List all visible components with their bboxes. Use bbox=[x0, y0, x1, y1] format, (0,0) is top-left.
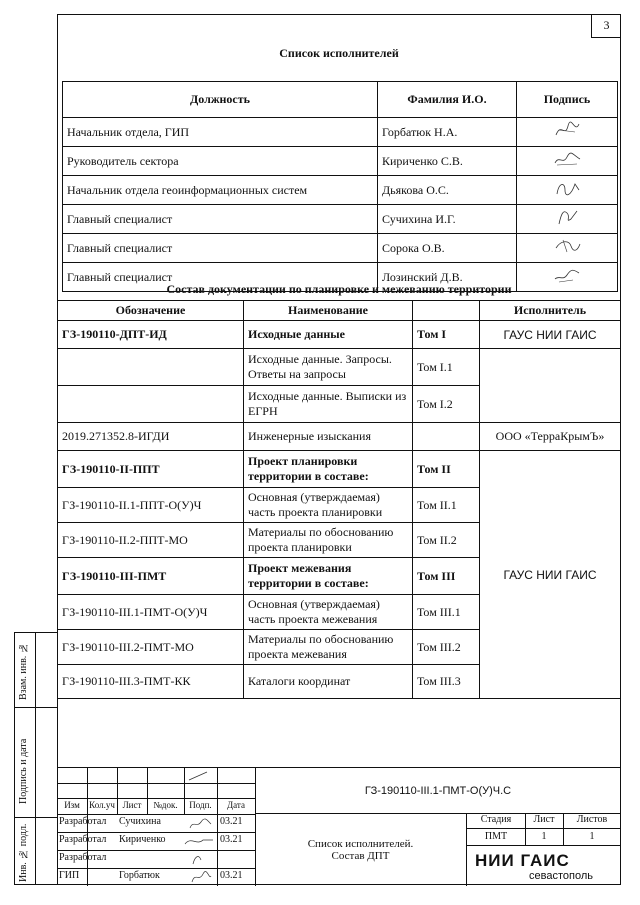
volume-cell: Том III.2 bbox=[413, 630, 480, 665]
sheet-label: Лист bbox=[525, 814, 564, 829]
col-header: №док. bbox=[153, 800, 178, 810]
table-row bbox=[58, 349, 621, 386]
role-label: ГИП bbox=[59, 870, 80, 881]
col-header: Подп. bbox=[189, 800, 212, 810]
header-code: Обозначение bbox=[58, 301, 244, 321]
stage-value: ПМТ bbox=[467, 829, 526, 846]
table-row bbox=[63, 118, 618, 147]
code-cell: ГЗ-190110-III.1-ПМТ-О(У)Ч bbox=[58, 595, 244, 630]
signature-cell bbox=[517, 118, 618, 147]
signature-icon bbox=[183, 834, 215, 848]
signature-icon bbox=[553, 207, 581, 227]
position-cell: Начальник отдела, ГИП bbox=[63, 118, 378, 147]
executors-title: Список исполнителей bbox=[279, 46, 399, 60]
role-label: Разработал bbox=[59, 834, 107, 845]
executor-cell: ГАУС НИИ ГАИС bbox=[480, 451, 621, 699]
executor-cell-empty bbox=[480, 349, 621, 423]
doc-title: Список исполнителей. Состав ДПТ bbox=[255, 814, 467, 886]
sheets-value: 1 bbox=[563, 829, 621, 846]
revision-grid bbox=[57, 768, 255, 886]
logo-main: НИИ ГАИС bbox=[475, 851, 570, 870]
volume-cell bbox=[413, 423, 480, 451]
col-header: Кол.уч bbox=[89, 800, 115, 810]
signature-icon bbox=[553, 120, 581, 140]
company-logo bbox=[475, 852, 615, 882]
signature-icon bbox=[187, 770, 211, 782]
doc-code: ГЗ-190110-III.1-ПМТ-О(У)Ч.С bbox=[255, 768, 621, 814]
title-block bbox=[57, 767, 621, 885]
title-cell: Исходные данные bbox=[244, 321, 413, 349]
person-name: Горбатюк bbox=[119, 870, 160, 881]
code-cell: ГЗ-190110-III.3-ПМТ-КК bbox=[58, 665, 244, 699]
signature-icon bbox=[553, 178, 581, 198]
volume-cell: Том III bbox=[413, 558, 480, 595]
sign-date: 03.21 bbox=[220, 816, 243, 827]
volume-cell: Том II bbox=[413, 451, 480, 488]
sign-date: 03.21 bbox=[220, 834, 243, 845]
code-cell: ГЗ-190110-II.2-ППТ-МО bbox=[58, 523, 244, 558]
executors-table bbox=[62, 81, 618, 292]
sheet-value: 1 bbox=[525, 829, 564, 846]
header-title: Наименование bbox=[244, 301, 413, 321]
title-cell: Исходные данные. Выписки из ЕГРН bbox=[244, 386, 413, 423]
name-cell: Лозинский Д.В. bbox=[378, 263, 517, 292]
code-cell bbox=[58, 349, 244, 386]
signature-cell bbox=[517, 205, 618, 234]
sign-date-label: Подпись и дата bbox=[18, 738, 29, 804]
role-label: Разработал bbox=[59, 852, 107, 863]
volume-cell: Том II.2 bbox=[413, 523, 480, 558]
executor-cell: ГАУС НИИ ГАИС bbox=[480, 321, 621, 349]
docs-table bbox=[57, 300, 621, 699]
title-cell: Основная (утверждаемая) часть проекта планировки bbox=[244, 488, 413, 523]
table-row bbox=[63, 205, 618, 234]
name-cell: Сорока О.В. bbox=[378, 234, 517, 263]
sheets-label: Листов bbox=[563, 814, 621, 829]
table-row bbox=[58, 451, 621, 488]
volume-cell: Том I bbox=[413, 321, 480, 349]
header-name: Фамилия И.О. bbox=[378, 82, 517, 118]
signature-icon bbox=[189, 870, 213, 884]
signature-cell bbox=[517, 234, 618, 263]
position-cell: Главный специалист bbox=[63, 234, 378, 263]
side-stamp bbox=[14, 632, 57, 885]
table-row bbox=[63, 234, 618, 263]
logo-sub: севастополь bbox=[529, 870, 593, 882]
signature-icon bbox=[553, 236, 581, 256]
header-position: Должность bbox=[63, 82, 378, 118]
title-cell: Каталоги координат bbox=[244, 665, 413, 699]
title-cell: Основная (утверждаемая) часть проекта межевания bbox=[244, 595, 413, 630]
sheet-number: 3 bbox=[591, 14, 621, 38]
title-cell: Проект планировки территории в составе: bbox=[244, 451, 413, 488]
name-cell: Дьякова О.С. bbox=[378, 176, 517, 205]
table-row bbox=[63, 176, 618, 205]
code-cell: ГЗ-190110-II.1-ППТ-О(У)Ч bbox=[58, 488, 244, 523]
signature-cell bbox=[517, 176, 618, 205]
header-signature: Подпись bbox=[517, 82, 618, 118]
role-label: Разработал bbox=[59, 816, 107, 827]
col-header: Дата bbox=[227, 800, 245, 810]
title-cell: Проект межевания территории в составе: bbox=[244, 558, 413, 595]
title-cell: Материалы по обоснованию проекта планировки bbox=[244, 523, 413, 558]
volume-cell: Том I.1 bbox=[413, 349, 480, 386]
code-cell: ГЗ-190110-ДПТ-ИД bbox=[58, 321, 244, 349]
header-volume bbox=[413, 301, 480, 321]
code-cell: ГЗ-190110-III-ПМТ bbox=[58, 558, 244, 595]
signature-icon bbox=[553, 149, 581, 169]
inv-replace-label: Взам. инв. № bbox=[18, 642, 29, 700]
position-cell: Руководитель сектора bbox=[63, 147, 378, 176]
volume-cell: Том II.1 bbox=[413, 488, 480, 523]
docs-title: Состав документации по планировке и межеванию территории bbox=[166, 282, 512, 296]
name-cell: Горбатюк Н.А. bbox=[378, 118, 517, 147]
title-cell: Исходные данные. Запросы. Ответы на запросы bbox=[244, 349, 413, 386]
position-cell: Начальник отдела геоинформационных систем bbox=[63, 176, 378, 205]
header-executor: Исполнитель bbox=[480, 301, 621, 321]
stage-label: Стадия bbox=[467, 814, 526, 829]
name-cell: Кириченко С.В. bbox=[378, 147, 517, 176]
volume-cell: Том I.2 bbox=[413, 386, 480, 423]
executor-cell: ООО «ТерраКрымЪ» bbox=[480, 423, 621, 451]
volume-cell: Том III.3 bbox=[413, 665, 480, 699]
signature-cell bbox=[517, 147, 618, 176]
code-cell: 2019.271352.8-ИГДИ bbox=[58, 423, 244, 451]
inv-original-label: Инв. № подл. bbox=[18, 823, 29, 883]
code-cell: ГЗ-190110-II-ППТ bbox=[58, 451, 244, 488]
person-name: Сучихина bbox=[119, 816, 161, 827]
code-cell bbox=[58, 386, 244, 423]
code-cell: ГЗ-190110-III.2-ПМТ-МО bbox=[58, 630, 244, 665]
person-name: Кириченко bbox=[119, 834, 166, 845]
stage-grid bbox=[467, 814, 621, 850]
col-header: Изм bbox=[64, 800, 80, 810]
position-cell: Главный специалист bbox=[63, 205, 378, 234]
table-row bbox=[58, 423, 621, 451]
table-row bbox=[58, 321, 621, 349]
position-cell: Главный специалист bbox=[63, 263, 378, 292]
col-header: Лист bbox=[122, 800, 142, 810]
name-cell: Сучихина И.Г. bbox=[378, 205, 517, 234]
sign-date: 03.21 bbox=[220, 870, 243, 881]
volume-cell: Том III.1 bbox=[413, 595, 480, 630]
title-cell: Инженерные изыскания bbox=[244, 423, 413, 451]
signature-icon bbox=[189, 852, 209, 866]
signature-icon bbox=[187, 816, 213, 830]
title-cell: Материалы по обоснованию проекта межевания bbox=[244, 630, 413, 665]
table-row bbox=[63, 147, 618, 176]
